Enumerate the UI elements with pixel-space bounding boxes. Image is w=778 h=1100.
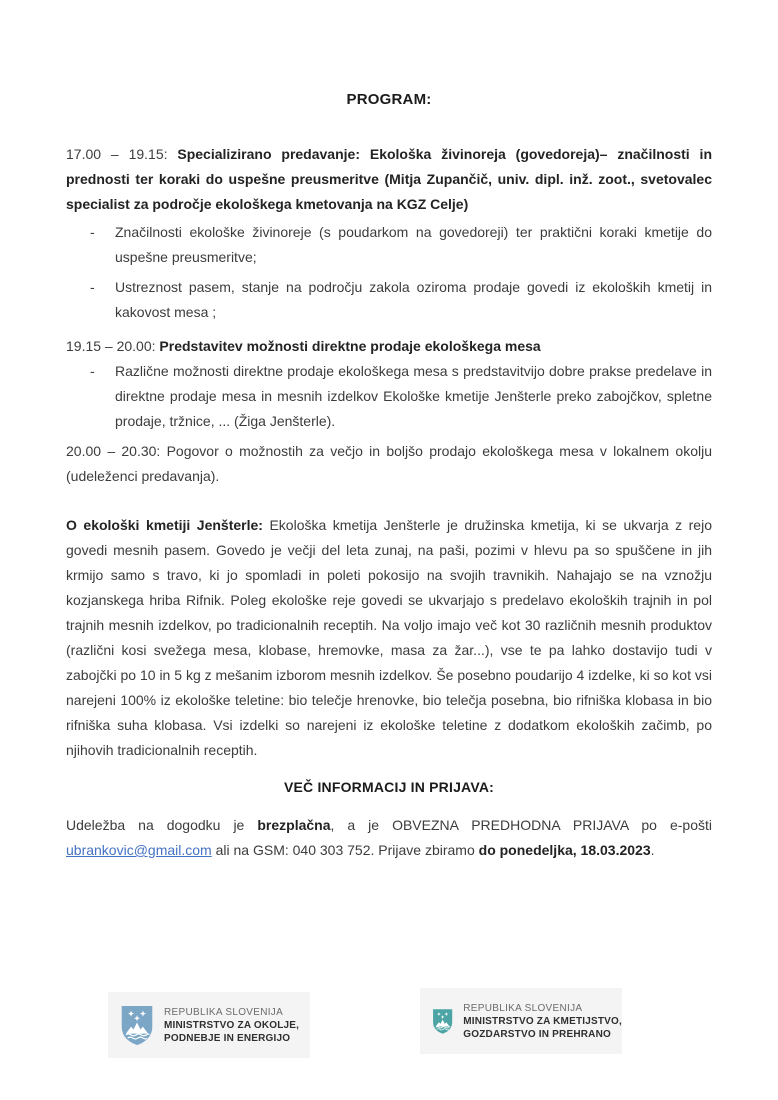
schedule-item-2 (66, 334, 712, 359)
schedule-title-2: Predstavitev možnosti direktne prodaje ekološkega mesa (159, 338, 541, 354)
about-body: Ekološka kmetija Jenšterle je družinska kmetija, ki se ukvarja z rejo govedi mesnih pasem. Govedo je večji del leta zunaj, na paši, pozimi v hlevu pa so spuščene in jih krmijo samo s travo, ki jo spomladi in poleti pokosijo na svojih travnikih. Nahajajo se na vznožju kozjanskega hriba Rifnik. Poleg ekološke reje govedi se ukvarjajo s predelavo ekoloških trajnih in pol trajnih mesnih izdelkov, po tradicionalnih receptih. Na voljo imajo več kot 30 različnih mesnih produktov (različni kosi svežega mesa, klobase, hremovke, masa za žar...), vse te pa lahko dostavijo tudi v zabojčki po 10 in 5 kg z mešanim izborom mesnih izdelkov. Še posebno poudarijo 4 izdelke, ki so kot vsi narejeni 100% iz ekološke teletine: bio telečje hrenovke, bio telečja posebna, bio rifniška klobasa in bio rifniška suha klobasa. Vsi izdelki so narejeni iz ekološke teletine z dodatkom ekoloških začimb, po njihovih tradicionalnih receptih. (66, 517, 712, 758)
bullet-item (66, 220, 712, 270)
dash-marker: - (90, 363, 95, 379)
ministry-logo-environment (108, 992, 310, 1058)
registration-paragraph (66, 813, 712, 863)
slovenia-coat-of-arms-icon (120, 1005, 154, 1046)
registration-text: Udeležba na dogodku je (66, 817, 258, 833)
dash-marker: - (90, 279, 95, 295)
deadline-label: do ponedeljka, 18.03.2023 (478, 842, 651, 858)
logo-ministry-line: MINISTRSTVO ZA OKOLJE, (164, 1019, 300, 1031)
schedule-time-2: 19.15 – 20.00: (66, 338, 160, 354)
bullet-list (66, 359, 712, 434)
ministry-logo-agriculture (420, 988, 622, 1054)
program-title: PROGRAM: (346, 91, 432, 108)
about-paragraph (66, 513, 712, 763)
registration-text: . (650, 842, 655, 858)
logo-ministry-line: MINISTRSTVO ZA KMETIJSTVO, (463, 1015, 622, 1027)
about-lead: O ekološki kmetiji Jenšterle: (66, 517, 270, 533)
bullet-text: Značilnosti ekološke živinoreje (s poudarkom na govedoreji) ter praktični koraki kmetije do uspešne preusmeritve; (115, 224, 712, 265)
email-link[interactable]: ubrankovic@gmail.com (66, 842, 212, 858)
logo-ministry-line: PODNEBJE IN ENERGIJO (164, 1032, 291, 1044)
logo-ministry-line: GOZDARSTVO IN PREHRANO (463, 1028, 612, 1040)
free-of-charge-label: brezplačna (257, 817, 331, 833)
logo-text-block (164, 1006, 299, 1045)
bullet-text: Ustreznost pasem, stanje na področju zakola oziroma prodaje govedi iz ekoloških kmetij in kakovost mesa ; (115, 279, 712, 320)
logo-country-label: REPUBLIKA SLOVENIJA (164, 1006, 284, 1018)
registration-text: , a je OBVEZNA PREDHODNA PRIJAVA po e-pošti (330, 817, 712, 833)
bullet-item (66, 359, 712, 434)
info-heading: VEČ INFORMACIJ IN PRIJAVA: (283, 779, 495, 795)
registration-text: ali na GSM: 040 303 752. Prijave zbiramo (211, 842, 479, 858)
bullet-item (66, 275, 712, 325)
bullet-list (66, 220, 712, 325)
logo-text-block (463, 1002, 622, 1041)
schedule-title-1: Specializirano predavanje: Ekološka živinoreja (govedoreja)– značilnosti in prednosti ter koraki do uspešne preusmeritve (Mitja Zupančič, univ. dipl. inž. zoot., svetovalec specialist za področje ekološkega kmetovanja na KGZ Celje) (66, 146, 712, 212)
schedule-item-3: 20.00 – 20.30: Pogovor o možnostih za večjo in boljšo prodajo ekološkega mesa v lokalnem okolju (udeleženci predavanja). (66, 443, 712, 484)
slovenia-coat-of-arms-icon (432, 1001, 453, 1042)
schedule-item-1 (66, 142, 712, 217)
dash-marker: - (90, 224, 95, 240)
schedule-time-1: 17.00 – 19.15: (66, 146, 178, 162)
logo-country-label: REPUBLIKA SLOVENIJA (463, 1002, 583, 1014)
logos-row (0, 988, 778, 1068)
bullet-text: Različne možnosti direktne prodaje ekološkega mesa s predstavitvijo dobre prakse predelave in direktne prodaje mesa in mesnih izdelkov Ekološke kmetije Jenšterle preko zabojčkov, spletne prodaje, tržnice, ... (Žiga Jenšterle). (115, 363, 712, 429)
